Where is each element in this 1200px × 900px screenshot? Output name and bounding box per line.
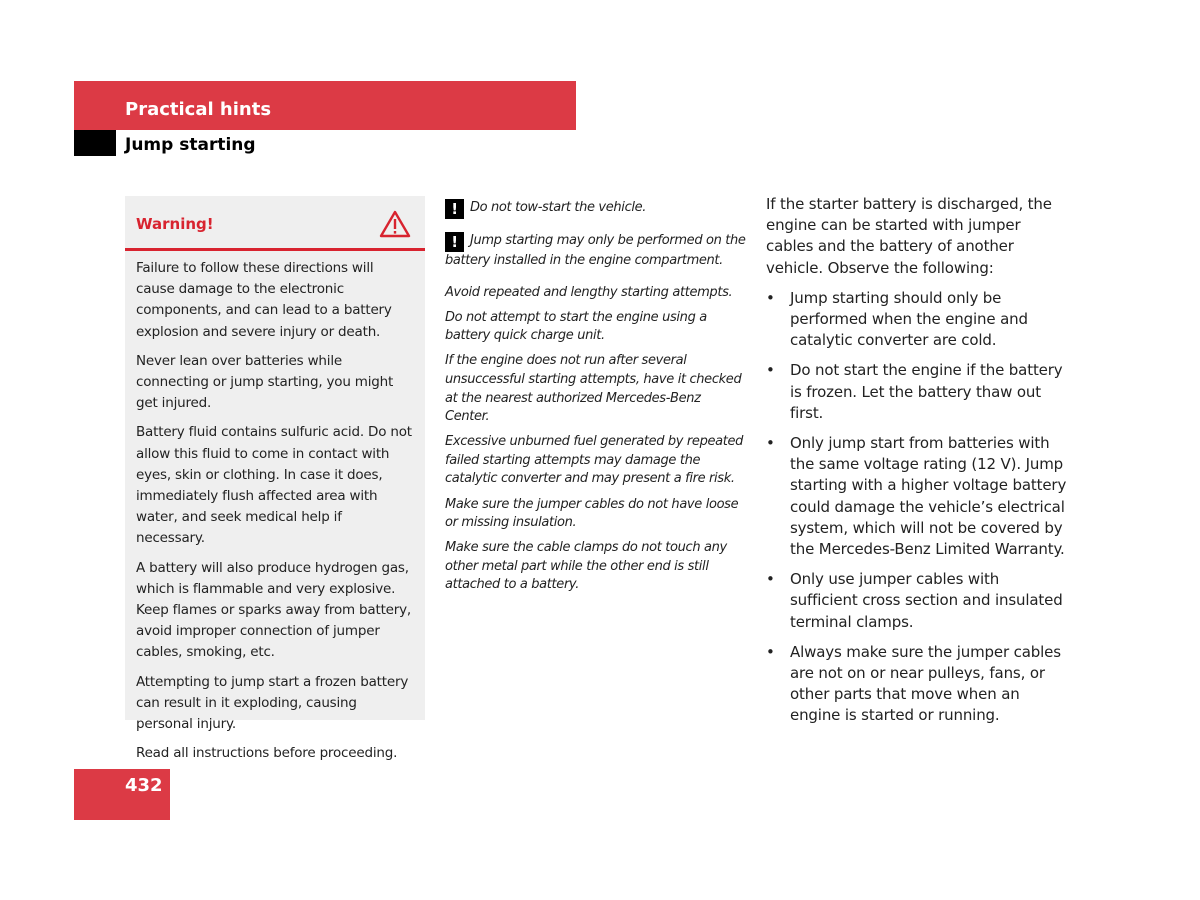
warning-paragraph: Read all instructions before proceeding. xyxy=(136,745,398,762)
note-paragraph: Do not attempt to start the engine using a battery quick charge unit. xyxy=(445,309,707,344)
warning-paragraph: A battery will also produce hydrogen gas, which is flammable and very explosive. Keep flames or sparks away from battery, avoid improper connection of jumper cables, smoking, etc. xyxy=(136,559,412,661)
exclamation-icon: ! xyxy=(445,232,464,252)
warning-paragraph: Never lean over batteries while connecting or jump starting, you might get injured. xyxy=(136,352,394,412)
list-item xyxy=(766,642,1071,727)
note-paragraph: Make sure the jumper cables do not have loose or missing insulation. xyxy=(445,496,739,531)
bullet-icon: • xyxy=(766,288,775,307)
list-item-text: Only jump start from batteries with the same voltage rating (12 V). Jump starting with a higher voltage battery could damage the vehicle’s electrical system, which will not be covered by the Mercedes-Benz Limited Warranty. xyxy=(790,434,1067,559)
subsection-marker xyxy=(74,130,116,156)
list-item-text: Jump starting should only be performed when the engine and catalytic converter are cold. xyxy=(790,288,1028,350)
note-paragraph: Make sure the cable clamps do not touch any other metal part while the other end is still attached to a battery. xyxy=(445,540,727,593)
warning-paragraph: Attempting to jump start a frozen battery can result in it exploding, causing personal injury. xyxy=(136,673,409,733)
bullet-icon: • xyxy=(766,570,775,589)
instructions-list xyxy=(766,288,1071,727)
note-paragraph: Excessive unburned fuel generated by repeated failed starting attempts may damage the catalytic converter and may present a fire risk. xyxy=(445,434,744,487)
warning-paragraph: Failure to follow these directions will cause damage to the electronic components, and can lead to a battery explosion and severe injury or death. xyxy=(136,260,392,340)
bullet-icon: • xyxy=(766,361,775,380)
exclamation-icon: ! xyxy=(445,199,464,219)
warning-header xyxy=(125,196,425,251)
notice-text: Do not tow-start the vehicle. xyxy=(470,200,647,215)
bullet-icon: • xyxy=(766,642,775,661)
warning-body xyxy=(125,251,425,764)
warning-paragraph: Battery fluid contains sulfuric acid. Do not allow this fluid to come in contact with eyes, skin or clothing. In case it does, immediately flush affected area with water, and seek medical help if necessary. xyxy=(136,424,412,547)
subsection-title: Jump starting xyxy=(125,135,256,155)
bullet-icon: • xyxy=(766,434,775,453)
instructions-intro: If the starter battery is discharged, the engine can be started with jumper cables and the battery of another vehicle. Observe the following: xyxy=(766,195,1052,277)
notice-item xyxy=(445,199,748,219)
instructions-column xyxy=(766,194,1071,736)
notice-text: Jump starting may only be performed on the battery installed in the engine compartment. xyxy=(445,233,746,268)
list-item-text: Always make sure the jumper cables are not on or near pulleys, fans, or other parts that move when an engine is started or running. xyxy=(790,642,1061,725)
page-number: 432 xyxy=(125,775,163,796)
section-title: Practical hints xyxy=(125,99,272,120)
note-paragraph: Avoid repeated and lengthy starting attempts. xyxy=(445,284,733,300)
warning-box xyxy=(125,196,425,762)
warning-triangle-icon xyxy=(379,210,411,238)
list-item xyxy=(766,569,1071,633)
list-item xyxy=(766,360,1071,424)
warning-title: Warning! xyxy=(136,215,214,233)
notes-column xyxy=(445,199,748,602)
list-item-text: Do not start the engine if the battery is frozen. Let the battery thaw out first. xyxy=(790,361,1063,422)
list-item xyxy=(766,433,1071,560)
list-item-text: Only use jumper cables with sufficient cross section and insulated terminal clamps. xyxy=(790,570,1063,631)
notice-item xyxy=(445,232,748,271)
list-item xyxy=(766,288,1071,352)
note-paragraph: If the engine does not run after several unsuccessful starting attempts, have it checked at the nearest authorized Mercedes-Benz Center. xyxy=(445,353,742,425)
